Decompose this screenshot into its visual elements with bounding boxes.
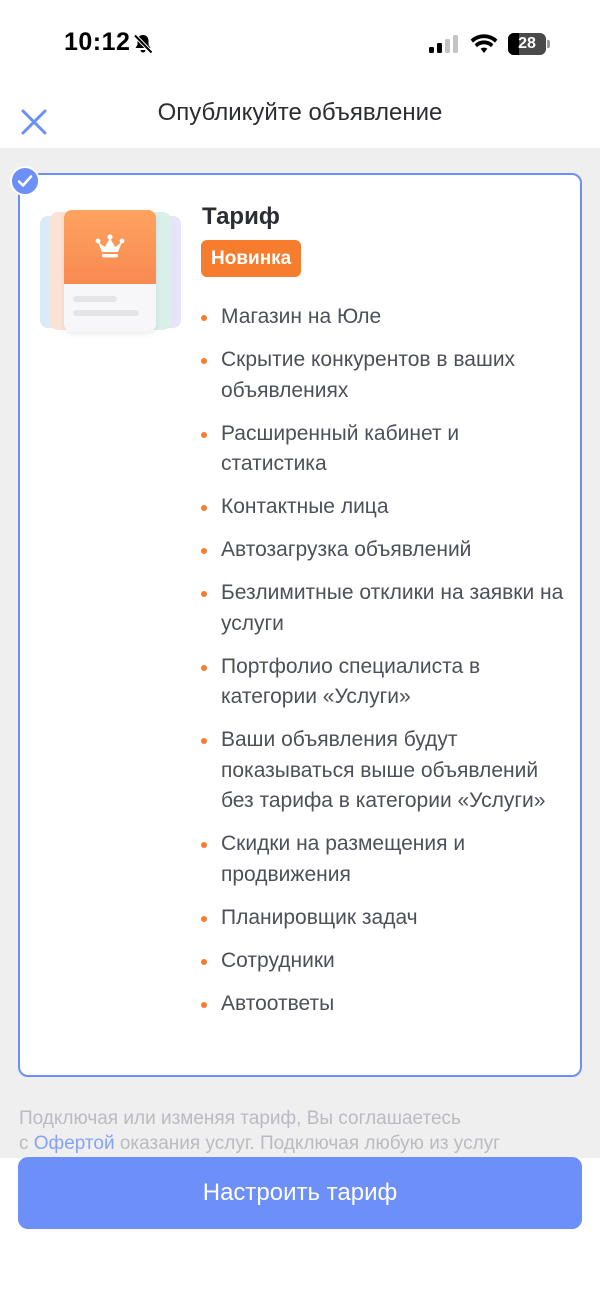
feature-item: Ваши объявления будут показываться выше объявлений без тарифа в категории «Услуги» [200,725,570,817]
terms-suffix: оказания услуг. Подключая любую из услуг [114,1133,501,1154]
feature-item: Планировщик задач [200,903,570,934]
feature-item: Безлимитные отклики на заявки на услуги [200,578,570,639]
feature-item: Автоответы [200,989,570,1020]
signal-icon [429,35,461,53]
terms-line-2 [19,1131,579,1156]
terms-text [19,1106,579,1158]
feature-item: Скидки на размещения и продвижения [200,829,570,890]
tariff-illustration [38,208,183,338]
selected-check-icon [10,166,40,196]
header [0,88,600,148]
terms-prefix: с [19,1133,34,1154]
feature-item: Портфолио специалиста в категории «Услуги» [200,652,570,713]
tariff-title: Тариф [202,203,280,230]
feature-item: Сотрудники [200,946,570,977]
new-badge: Новинка [201,240,301,277]
status-bar [0,0,600,88]
battery-level: 28 [518,35,536,52]
feature-item: Скрытие конкурентов в ваших объявлениях [200,345,570,406]
status-time: 10:12 [64,28,131,56]
feature-item: Расширенный кабинет и статистика [200,419,570,480]
wifi-icon [470,33,498,55]
feature-item: Контактные лица [200,492,570,523]
page-title: Опубликуйте объявление [157,99,443,126]
features-list [200,302,570,1032]
terms-line-1: Подключая или изменяя тариф, Вы соглашаетесь [19,1108,461,1129]
feature-item: Автозагрузка объявлений [200,535,570,566]
crown-icon [95,234,125,260]
battery-icon [508,33,550,55]
bell-slash-icon [132,33,154,55]
offer-link[interactable]: Офертой [33,1133,115,1154]
feature-item: Магазин на Юле [200,302,570,333]
configure-tariff-button[interactable]: Настроить тариф [18,1157,582,1229]
